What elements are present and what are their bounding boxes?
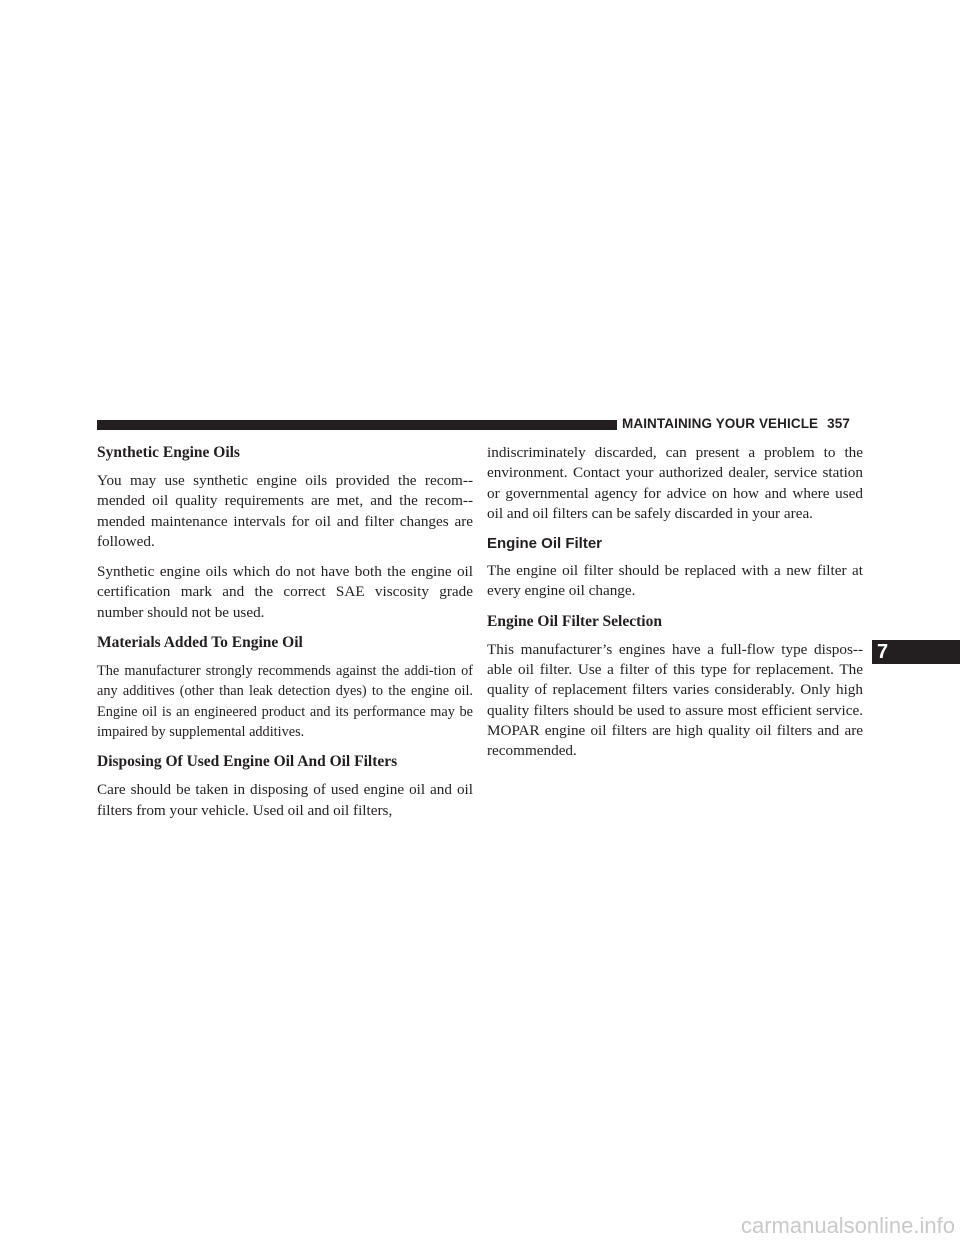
disposing-paragraph-end: indiscriminately discarded, can present a problem to the environment. Contact your authorized dealer, service station or governmental agency for advice on how and where used oil and oil filters can be safely discarded in your area. xyxy=(487,444,863,522)
left-column xyxy=(97,443,473,831)
running-header xyxy=(622,415,850,433)
disposing-heading: Disposing Of Used Engine Oil And Oil Filters xyxy=(97,753,398,771)
chapter-number: 7 xyxy=(877,641,889,663)
filter-selection-paragraph: This manufacturer’s engines have a full-flow type dispos-able oil filter. Use a filter of this type for replacement. The quality of replacement filters varies considerably. Only high quality filters should be used to assure most efficient service. MOPAR engine oil filters are high quality oil filters and are recommended. xyxy=(487,640,863,760)
synthetic-oils-paragraph-1: You may use synthetic engine oils provided the recom-mended oil quality requirements are met, and the recom-mended maintenance intervals for oil and filter changes are followed. xyxy=(97,472,473,550)
disposing-paragraph-start: Care should be taken in disposing of used engine oil and oil filters from your vehicle. Used oil and oil filters, xyxy=(97,781,473,819)
watermark: carmanualsonline.info xyxy=(740,1213,955,1238)
page-number: 357 xyxy=(827,416,850,431)
filter-selection-heading: Engine Oil Filter Selection xyxy=(487,612,662,630)
oil-filter-heading: Engine Oil Filter xyxy=(487,535,603,553)
materials-added-heading: Materials Added To Engine Oil xyxy=(97,634,303,652)
header-rule xyxy=(97,420,617,430)
right-column xyxy=(487,443,863,772)
synthetic-oils-heading: Synthetic Engine Oils xyxy=(97,444,240,461)
materials-added-paragraph: The manufacturer strongly recommends against the addi-tion of any additives (other than leak detection dyes) to the engine oil. Engine oil is an engineered product and its performance may be impaired by supplemental additives. xyxy=(97,663,473,740)
synthetic-oils-paragraph-2: Synthetic engine oils which do not have both the engine oil certification mark and the correct SAE viscosity grade number should not be used. xyxy=(97,563,473,621)
oil-filter-paragraph: The engine oil filter should be replaced with a new filter at every engine oil change. xyxy=(487,562,863,600)
section-title: MAINTAINING YOUR VEHICLE xyxy=(622,416,819,431)
chapter-tab xyxy=(872,640,960,664)
